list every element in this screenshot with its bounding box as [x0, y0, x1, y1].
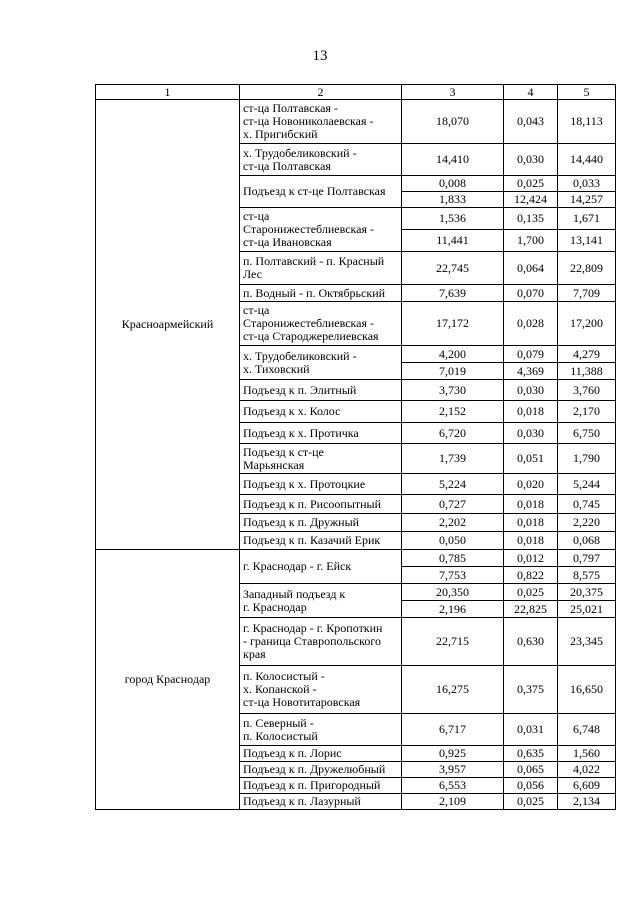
header-cell: 5: [558, 85, 616, 100]
value-cell: 16,275: [402, 666, 504, 714]
value-cell: 0,068: [558, 532, 616, 550]
road-name-cell: г. Краснодар - г. Кропоткин - граница Ставропольского края: [240, 618, 402, 666]
value-cell: 0,785: [402, 550, 504, 567]
roads-table: [95, 84, 616, 810]
value-cell: 2,202: [402, 514, 504, 532]
value-cell: 0,070: [504, 285, 558, 302]
value-cell: 0,822: [504, 567, 558, 584]
value-cell: 2,109: [402, 794, 504, 810]
value-cell: 14,410: [402, 144, 504, 176]
road-name-cell: ст-ца Полтавская - ст-ца Новониколаевская - х. Пригибский: [240, 100, 402, 144]
value-cell: 6,553: [402, 778, 504, 794]
value-cell: 0,030: [504, 380, 558, 401]
value-cell: 7,639: [402, 285, 504, 302]
value-cell: 3,957: [402, 762, 504, 778]
road-name-cell: п. Полтавский - п. Красный Лес: [240, 252, 402, 285]
road-name-cell: Подъезд к х. Колос: [240, 401, 402, 423]
value-cell: 0,033: [558, 176, 616, 192]
value-cell: 2,220: [558, 514, 616, 532]
value-cell: 22,809: [558, 252, 616, 285]
value-cell: 22,715: [402, 618, 504, 666]
value-cell: 6,609: [558, 778, 616, 794]
value-cell: 0,025: [504, 176, 558, 192]
value-cell: 0,745: [558, 495, 616, 514]
road-name-cell: Подъезд к ст-це Марьянская: [240, 444, 402, 474]
value-cell: 0,020: [504, 474, 558, 495]
value-cell: 4,200: [402, 346, 504, 363]
value-cell: 2,152: [402, 401, 504, 423]
value-cell: 2,134: [558, 794, 616, 810]
value-cell: 18,113: [558, 100, 616, 144]
header-cell: 1: [96, 85, 240, 100]
value-cell: 22,825: [504, 601, 558, 618]
value-cell: 17,200: [558, 302, 616, 346]
value-cell: 1,560: [558, 746, 616, 762]
value-cell: 22,745: [402, 252, 504, 285]
value-cell: 0,056: [504, 778, 558, 794]
value-cell: 0,008: [402, 176, 504, 192]
road-name-cell: п. Северный - п. Колосистый: [240, 714, 402, 746]
road-name-cell: Подъезд к п. Лорис: [240, 746, 402, 762]
road-name-cell: х. Трудобеликовский - х. Тиховский: [240, 346, 402, 380]
value-cell: 6,750: [558, 423, 616, 444]
value-cell: 0,025: [504, 794, 558, 810]
value-cell: 0,051: [504, 444, 558, 474]
value-cell: 0,025: [504, 584, 558, 601]
road-name-cell: г. Краснодар - г. Ейск: [240, 550, 402, 584]
road-name-cell: Подъезд к п. Казачий Ерик: [240, 532, 402, 550]
value-cell: 4,369: [504, 363, 558, 380]
road-name-cell: х. Трудобеликовский - ст-ца Полтавская: [240, 144, 402, 176]
value-cell: 1,700: [504, 230, 558, 252]
road-name-cell: Подъезд к п. Элитный: [240, 380, 402, 401]
road-name-cell: Подъезд к х. Протичка: [240, 423, 402, 444]
road-name-cell: Подъезд к п. Дружелюбный: [240, 762, 402, 778]
value-cell: 7,019: [402, 363, 504, 380]
value-cell: 0,031: [504, 714, 558, 746]
value-cell: 18,070: [402, 100, 504, 144]
header-row: [96, 85, 616, 100]
value-cell: 11,441: [402, 230, 504, 252]
value-cell: 20,350: [402, 584, 504, 601]
value-cell: 7,753: [402, 567, 504, 584]
value-cell: 1,536: [402, 208, 504, 230]
value-cell: 0,630: [504, 618, 558, 666]
value-cell: 5,224: [402, 474, 504, 495]
value-cell: 0,030: [504, 423, 558, 444]
value-cell: 0,018: [504, 495, 558, 514]
road-name-cell: Подъезд к ст-це Полтавская: [240, 176, 402, 208]
value-cell: 2,196: [402, 601, 504, 618]
value-cell: 0,375: [504, 666, 558, 714]
value-cell: 0,050: [402, 532, 504, 550]
value-cell: 0,065: [504, 762, 558, 778]
value-cell: 0,028: [504, 302, 558, 346]
value-cell: 0,043: [504, 100, 558, 144]
value-cell: 4,279: [558, 346, 616, 363]
value-cell: 25,021: [558, 601, 616, 618]
header-cell: 4: [504, 85, 558, 100]
value-cell: 1,833: [402, 192, 504, 208]
value-cell: 0,727: [402, 495, 504, 514]
value-cell: 0,012: [504, 550, 558, 567]
value-cell: 0,018: [504, 532, 558, 550]
value-cell: 0,030: [504, 144, 558, 176]
value-cell: 0,925: [402, 746, 504, 762]
value-cell: 6,748: [558, 714, 616, 746]
value-cell: 0,797: [558, 550, 616, 567]
value-cell: 14,440: [558, 144, 616, 176]
value-cell: 17,172: [402, 302, 504, 346]
value-cell: 6,717: [402, 714, 504, 746]
district-cell: город Краснодар: [96, 550, 240, 810]
value-cell: 0,079: [504, 346, 558, 363]
road-name-cell: Западный подъезд к г. Краснодар: [240, 584, 402, 618]
road-name-cell: Подъезд к п. Рисоопытный: [240, 495, 402, 514]
road-name-cell: ст-ца Старонижестеблиевская - ст-ца Ивановская: [240, 208, 402, 252]
value-cell: 1,671: [558, 208, 616, 230]
value-cell: 2,170: [558, 401, 616, 423]
value-cell: 8,575: [558, 567, 616, 584]
value-cell: 3,760: [558, 380, 616, 401]
value-cell: 7,709: [558, 285, 616, 302]
header-cell: 2: [240, 85, 402, 100]
road-name-cell: п. Колосистый - х. Копанской - ст-ца Новотитаровская: [240, 666, 402, 714]
value-cell: 5,244: [558, 474, 616, 495]
road-name-cell: Подъезд к п. Пригородный: [240, 778, 402, 794]
value-cell: 4,022: [558, 762, 616, 778]
road-name-cell: п. Водный - п. Октябрьский: [240, 285, 402, 302]
value-cell: 23,345: [558, 618, 616, 666]
value-cell: 0,018: [504, 401, 558, 423]
road-name-cell: Подъезд к п. Дружный: [240, 514, 402, 532]
value-cell: 14,257: [558, 192, 616, 208]
value-cell: 13,141: [558, 230, 616, 252]
road-name-cell: Подъезд к х. Протоцкие: [240, 474, 402, 495]
value-cell: 0,635: [504, 746, 558, 762]
table-row: [96, 100, 616, 144]
page-number: 13: [312, 48, 328, 64]
value-cell: 16,650: [558, 666, 616, 714]
value-cell: 11,388: [558, 363, 616, 380]
value-cell: 6,720: [402, 423, 504, 444]
value-cell: 0,135: [504, 208, 558, 230]
district-cell: Красноармейский: [96, 100, 240, 550]
header-cell: 3: [402, 85, 504, 100]
value-cell: 0,064: [504, 252, 558, 285]
value-cell: 3,730: [402, 380, 504, 401]
value-cell: 12,424: [504, 192, 558, 208]
table-row: [96, 550, 616, 567]
road-name-cell: ст-ца Старонижестеблиевская - ст-ца Староджерелиевская: [240, 302, 402, 346]
road-name-cell: Подъезд к п. Лазурный: [240, 794, 402, 810]
value-cell: 1,739: [402, 444, 504, 474]
value-cell: 20,375: [558, 584, 616, 601]
value-cell: 1,790: [558, 444, 616, 474]
value-cell: 0,018: [504, 514, 558, 532]
